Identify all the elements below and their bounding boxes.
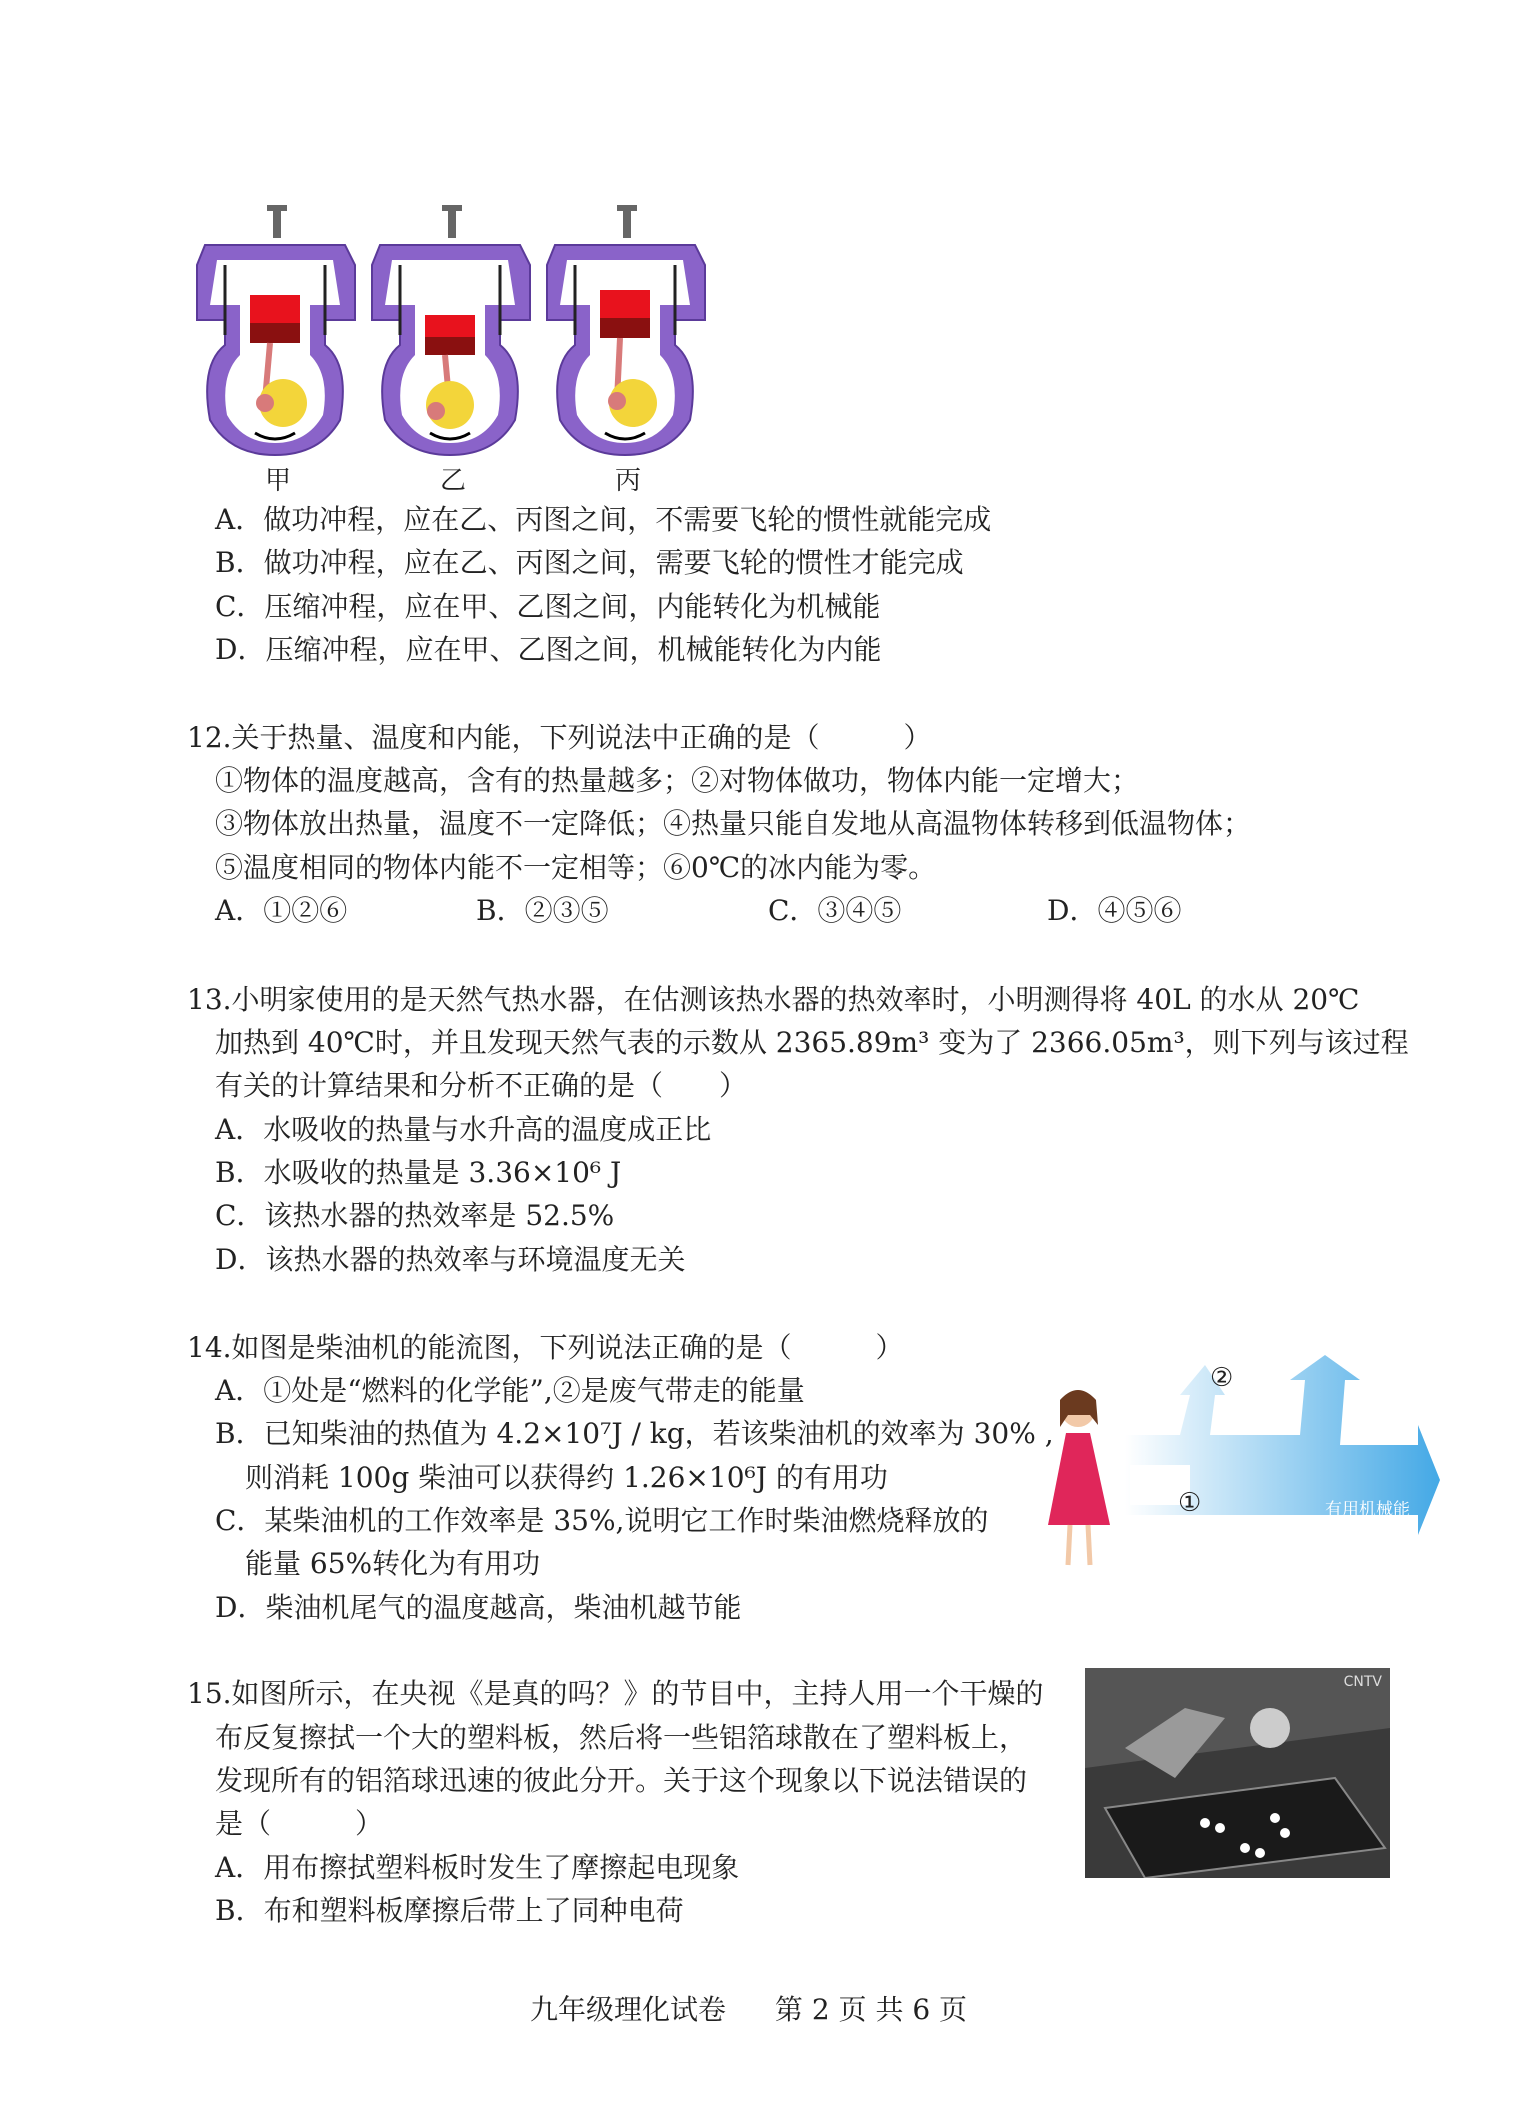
- engine-yi: [372, 205, 530, 455]
- q12-stem: 12.关于热量、温度和内能，下列说法中正确的是（ ）: [187, 721, 932, 754]
- q11-option-b: B．做功冲程，应在乙、丙图之间，需要飞轮的惯性才能完成: [215, 546, 964, 579]
- q14-option-a: A．①处是“燃料的化学能”,②是废气带走的能量: [215, 1374, 805, 1407]
- page-footer: [530, 1988, 1007, 2028]
- tv-show-photo: [1085, 1668, 1390, 1878]
- engine-figures: [195, 205, 715, 495]
- q11-option-a: A．做功冲程，应在乙、丙图之间，不需要飞轮的惯性就能完成: [215, 503, 992, 536]
- q13-option-a: A．水吸收的热量与水升高的温度成正比: [215, 1113, 712, 1146]
- q14-option-c-cont: 能量 65%转化为有用功: [245, 1547, 541, 1580]
- q15-stem-2: 布反复擦拭一个大的塑料板，然后将一些铝箔球散在了塑料板上，: [215, 1721, 1028, 1754]
- engine-bing: [547, 205, 705, 455]
- q15-option-b: B．布和塑料板摩擦后带上了同种电荷: [215, 1894, 684, 1927]
- q11-option-c: C．压缩冲程，应在甲、乙图之间，内能转化为机械能: [215, 590, 881, 623]
- q14-stem: 14.如图是柴油机的能流图，下列说法正确的是（ ）: [187, 1331, 904, 1364]
- engine-jia: [197, 205, 355, 455]
- plastic-board-photo: [1085, 1668, 1390, 1878]
- q15-stem-4: 是（ ）: [215, 1807, 384, 1840]
- q12-line-2: ③物体放出热量，温度不一定降低；④热量只能自发地从高温物体转移到低温物体；: [215, 807, 1252, 840]
- q12-option-d: D．④⑤⑥: [1047, 894, 1182, 927]
- engine-label-jia: 甲: [265, 466, 292, 496]
- footer-title: 九年级理化试卷: [530, 1993, 727, 2026]
- q12-option-b: B．②③⑤: [476, 894, 609, 927]
- q14-option-b-cont: 则消耗 100g 柴油可以获得约 1.26×10⁶J 的有用功: [245, 1461, 888, 1494]
- q13-stem-2: 加热到 40℃时，并且发现天然气表的示数从 2365.89m³ 变为了 2366.05m³，则下列与该过程: [215, 1026, 1409, 1059]
- footer-page: 第 2 页 共 6 页: [774, 1993, 968, 2026]
- q14-option-b: B．已知柴油的热值为 4.2×10⁷J / kg，若该柴油机的效率为 30% ,: [215, 1417, 1054, 1450]
- q12-line-3: ⑤温度相同的物体内能不一定相等；⑥0℃的冰内能为零。: [215, 851, 937, 884]
- engine-label-yi: 乙: [440, 466, 467, 496]
- engine-diagrams: [195, 205, 715, 495]
- q13-option-c: C．该热水器的热效率是 52.5%: [215, 1199, 615, 1232]
- q13-option-d: D．该热水器的热效率与环境温度无关: [215, 1243, 686, 1276]
- q12-line-1: ①物体的温度越高，含有的热量越多；②对物体做功，物体内能一定增大；: [215, 764, 1140, 797]
- q13-stem-3: 有关的计算结果和分析不正确的是（ ）: [215, 1069, 748, 1102]
- q11-option-d: D．压缩冲程，应在甲、乙图之间，机械能转化为内能: [215, 633, 882, 666]
- q13-option-b: B．水吸收的热量是 3.36×10⁶ J: [215, 1156, 622, 1189]
- flow-label-2: ②: [1210, 1363, 1234, 1393]
- q15-stem-3: 发现所有的铝箔球迅速的彼此分开。关于这个现象以下说法错误的: [215, 1764, 1028, 1797]
- flow-label-1: ①: [1178, 1488, 1202, 1518]
- q15-stem-1: 15.如图所示，在央视《是真的吗？》的节目中，主持人用一个干燥的: [187, 1677, 1044, 1710]
- energy-flow-diagram: [1040, 1355, 1440, 1585]
- engine-label-bing: 丙: [615, 466, 642, 496]
- q14-option-d: D．柴油机尾气的温度越高，柴油机越节能: [215, 1591, 742, 1624]
- q14-option-c: C．某柴油机的工作效率是 35%,说明它工作时柴油燃烧释放的: [215, 1504, 989, 1537]
- q13-stem-1: 13.小明家使用的是天然气热水器，在估测该热水器的热效率时，小明测得将 40L 的水从 20℃: [187, 983, 1360, 1016]
- flow-label-useful: 有用机械能: [1325, 1500, 1410, 1520]
- q15-option-a: A．用布擦拭塑料板时发生了摩擦起电现象: [215, 1851, 740, 1884]
- girl-figure: [1048, 1390, 1110, 1565]
- q12-option-c: C．③④⑤: [768, 894, 902, 927]
- cntv-logo: CNTV: [1343, 1674, 1382, 1690]
- q12-option-a: A．①②⑥: [215, 894, 348, 927]
- energy-flow-figure: [1040, 1355, 1440, 1585]
